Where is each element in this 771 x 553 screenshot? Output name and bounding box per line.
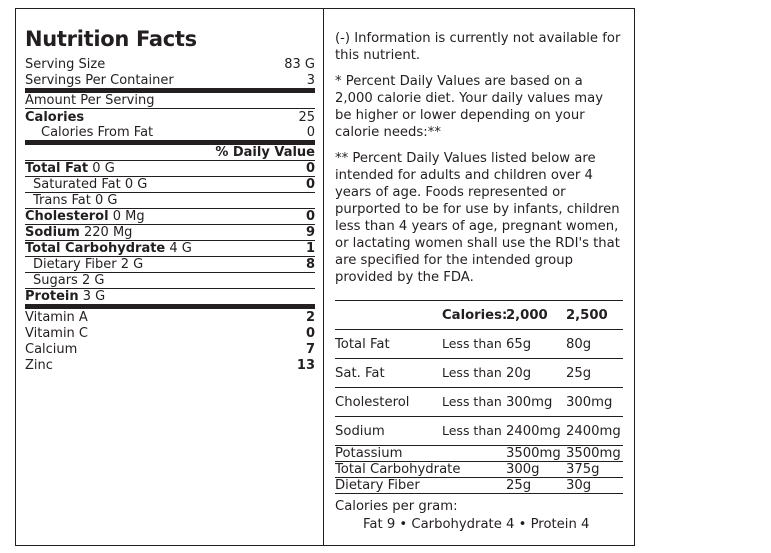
nutrient-row xyxy=(25,193,315,209)
nutrient-name: Dietary Fiber xyxy=(33,257,117,272)
daily-values-row xyxy=(335,417,623,446)
calories-from-fat-value: 0 xyxy=(306,125,315,140)
calories-from-fat-label: Calories From Fat xyxy=(41,125,154,140)
daily-values-nutrient: Cholesterol xyxy=(335,394,410,410)
daily-values-qualifier: Less than xyxy=(442,423,502,438)
daily-values-row xyxy=(335,478,623,494)
daily-values-2000: 65g xyxy=(506,336,532,352)
nutrient-label xyxy=(25,161,115,176)
nutrient-amount: 3 G xyxy=(82,289,106,304)
nutrient-name: Total Fat xyxy=(25,161,89,176)
nutrient-label xyxy=(25,273,104,288)
calories-per-gram-detail: Fat 9 • Carbohydrate 4 • Protein 4 xyxy=(363,517,590,532)
vitamin-row xyxy=(25,341,315,357)
daily-values-2500: 2400mg xyxy=(566,423,621,439)
daily-values-qualifier: Less than xyxy=(442,365,502,380)
daily-values-nutrient: Sat. Fat xyxy=(335,365,385,381)
nutrient-amount: 0 G xyxy=(124,177,148,192)
nutrient-name: Saturated Fat xyxy=(33,177,121,192)
vitamin-daily-value: 7 xyxy=(305,342,315,357)
calories-2000-header: 2,000 xyxy=(506,307,548,323)
calories-value: 25 xyxy=(298,110,315,125)
nutrient-amount: 0 G xyxy=(94,193,118,208)
calories-label: Calories xyxy=(25,110,85,125)
daily-values-2000: 300g xyxy=(506,461,540,477)
nutrient-daily-value: 8 xyxy=(305,257,315,272)
daily-values-2000: 25g xyxy=(506,477,532,493)
nutrient-amount: 0 G xyxy=(92,161,115,176)
daily-values-2500: 3500mg xyxy=(566,445,621,461)
vitamin-label: Vitamin C xyxy=(25,326,89,341)
nutrient-name: Protein xyxy=(25,289,79,304)
vitamin-daily-value: 2 xyxy=(305,310,315,325)
vitamin-daily-value: 0 xyxy=(305,326,315,341)
nutrient-daily-value: 0 xyxy=(305,177,315,192)
nutrient-row xyxy=(25,177,315,193)
serving-size-label: Serving Size xyxy=(25,57,106,72)
nutrient-row xyxy=(25,161,315,177)
nutrient-row xyxy=(25,273,315,289)
nutrient-daily-value: 0 xyxy=(305,209,315,224)
servings-label: Servings Per Container xyxy=(25,73,174,88)
daily-values-2500: 300mg xyxy=(566,394,613,410)
nutrient-label xyxy=(25,177,147,192)
footnote-not-available: (-) Information is currently not available for this nutrient. xyxy=(335,31,621,63)
footnote-panel xyxy=(335,30,623,295)
nutrient-label xyxy=(25,289,105,304)
nutrient-name: Total Carbohydrate xyxy=(25,241,166,256)
daily-values-row xyxy=(335,462,623,478)
daily-values-row xyxy=(335,388,623,417)
nutrient-daily-value: 1 xyxy=(305,241,315,256)
daily-values-table-header xyxy=(335,301,623,330)
amount-per-serving-row xyxy=(25,93,315,109)
nutrient-amount: 2 G xyxy=(120,257,144,272)
nutrient-row xyxy=(25,209,315,225)
calories-row xyxy=(25,109,315,125)
nutrient-amount: 0 Mg xyxy=(112,209,145,224)
nutrient-label xyxy=(25,241,192,256)
daily-values-2000: 2400mg xyxy=(506,423,561,439)
vitamin-row xyxy=(25,325,315,341)
vitamin-daily-value: 13 xyxy=(296,358,315,373)
nutrient-name: Cholesterol xyxy=(25,209,109,224)
vitamin-label: Calcium xyxy=(25,342,78,357)
daily-values-qualifier: Less than xyxy=(442,394,502,409)
nutrient-amount: 4 G xyxy=(169,241,192,256)
daily-values-row xyxy=(335,330,623,359)
daily-values-2000: 300mg xyxy=(506,394,553,410)
daily-values-row xyxy=(335,359,623,388)
footnote-percent-daily-values: * Percent Daily Values are based on a 2,000 calorie diet. Your daily values may be higher or lower depending on your calorie needs:** xyxy=(335,74,604,140)
nutrient-row xyxy=(25,225,315,241)
daily-values-row xyxy=(335,446,623,462)
daily-values-nutrient: Sodium xyxy=(335,423,385,439)
daily-values-nutrient: Total Fat xyxy=(335,336,390,352)
nutrient-label xyxy=(25,225,132,240)
nutrient-label xyxy=(25,209,145,224)
calories-per-gram xyxy=(335,498,623,534)
daily-values-2000: 20g xyxy=(506,365,532,381)
daily-values-table xyxy=(335,300,623,494)
nutrient-name: Trans Fat xyxy=(33,193,91,208)
footnote-intended-for: ** Percent Daily Values listed below are intended for adults and children over 4 years of age. Foods represented or purported to be for use by infants, children less than 4 years of age, pregnant women, or lactating women shall use the RDI's that are specified for the intended group provided by the FDA. xyxy=(335,151,620,285)
nutrient-row xyxy=(25,241,315,257)
nutrient-name: Sugars xyxy=(33,273,78,288)
calories-2500-header: 2,500 xyxy=(566,307,608,323)
vitamin-row xyxy=(25,309,315,325)
vitamin-label: Vitamin A xyxy=(25,310,88,325)
calories-per-gram-label: Calories per gram: xyxy=(335,499,458,514)
nutrition-facts-title: Nutrition Facts xyxy=(25,27,197,51)
nutrient-amount: 220 Mg xyxy=(84,225,133,240)
daily-values-2500: 80g xyxy=(566,336,592,352)
daily-values-2500: 30g xyxy=(566,477,592,493)
nutrient-daily-value: 9 xyxy=(305,225,315,240)
nutrient-daily-value: 0 xyxy=(305,161,315,176)
nutrient-label xyxy=(25,193,117,208)
serving-size-row xyxy=(25,56,315,72)
amount-per-serving-label: Amount Per Serving xyxy=(25,93,155,108)
nutrient-list xyxy=(25,161,315,305)
daily-values-2500: 375g xyxy=(566,461,600,477)
daily-values-qualifier: Less than xyxy=(442,336,502,351)
nutrient-row xyxy=(25,257,315,273)
nutrient-name: Sodium xyxy=(25,225,80,240)
daily-value-header xyxy=(25,145,315,161)
column-divider xyxy=(323,8,324,546)
nutrition-facts-panel xyxy=(25,26,315,373)
servings-value: 3 xyxy=(306,73,315,88)
daily-values-nutrient: Potassium xyxy=(335,445,403,461)
daily-values-nutrient: Total Carbohydrate xyxy=(335,461,461,477)
nutrient-row xyxy=(25,289,315,305)
daily-values-nutrient: Dietary Fiber xyxy=(335,477,420,493)
calories-header-label: Calories: xyxy=(442,307,508,323)
servings-per-container-row xyxy=(25,72,315,88)
vitamin-label: Zinc xyxy=(25,358,53,373)
calories-from-fat-row xyxy=(25,125,315,141)
daily-values-2500: 25g xyxy=(566,365,592,381)
daily-value-header-label: % Daily Value xyxy=(215,145,315,160)
serving-size-value: 83 G xyxy=(284,57,315,72)
daily-values-2000: 3500mg xyxy=(506,445,561,461)
vitamin-row xyxy=(25,357,315,373)
nutrient-amount: 2 G xyxy=(81,273,105,288)
nutrient-label xyxy=(25,257,143,272)
vitamin-list xyxy=(25,309,315,373)
